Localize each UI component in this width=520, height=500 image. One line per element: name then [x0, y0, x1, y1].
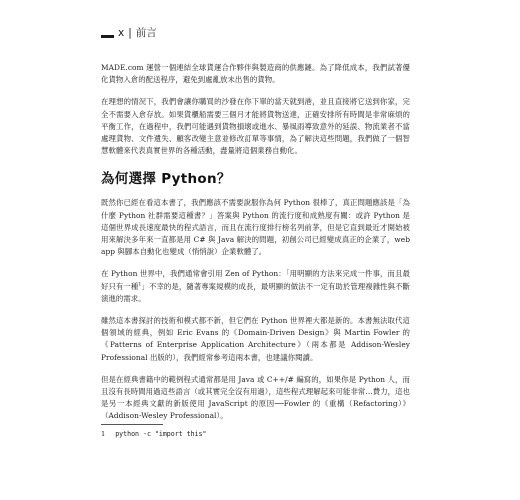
paragraph-4-start: 在 Python 世界中，我們通常會引用 Zen of Python：「用明顯的方法來完成一件事，而且最好只有一種: [101, 269, 410, 291]
footnote-reference[interactable]: 1: [138, 281, 142, 288]
section-heading: 為何選擇 Python？: [101, 171, 231, 188]
chapter-title: 前言: [135, 27, 157, 39]
page-number-roman: x: [118, 26, 125, 39]
paragraph-4: [101, 268, 410, 305]
header-separator: |: [128, 26, 132, 39]
footnote-divider: [101, 424, 163, 425]
header-rule: [101, 35, 114, 38]
paragraph-2: 在理想的情況下，我們會讓你購買的沙發在你下單的當天就到港，並且直接將它送到你家，完全不需要入倉存放。如果貨櫃船需要三個月才能將貨物送達，正確安排所有時間是非常麻煩的平衡工作，在過程中，我們可能遇到貨物損壞或進水、暴風雨導致意外的延誤、物流業者不當處理貨物、文件遺失、顧客改變主意並修改訂單等事情，為了解決這些問題，我們做了一個智慧軟體來代表真實世界的各種活動，盡量將這個業務自動化。: [101, 97, 410, 156]
paragraph-5: 雖然這本書探討的技術和模式都不新，但它們在 Python 世界裡大都是新的。本書無法取代這個領域的經典，例如 Eric Evans 的《Domain-Driven Design》與 Martin Fowler 的《Patterns of Enterprise Application Architecture》（兩本都是 Addison-Wesley Professional 出版的），我們經常參考這兩本書，也建議你閱讀。: [101, 316, 410, 362]
paragraph-6: 但是在經典書籍中的範例程式通常都是用 Java 或 C++/# 編寫的，如果你是 Python 人，而且沒有長時間用過這些語言（或其實完全沒有用過），這些程式理解起來可能非常…費力，這也是另一本經典文獻的新版使用 JavaScript 的原因──Fowler 的《重構（Refactoring）》（Addison-Wesley Professional）。: [101, 374, 410, 421]
paragraph-1: MADE.com 運營一個連結全球貨運合作夥伴與製造商的供應鏈。為了降低成本，我們試著優化貨物入倉的配送程序，避免到處亂放未出售的貨物。: [101, 63, 410, 85]
page-body: [101, 62, 410, 433]
footnote: [101, 430, 207, 438]
footnote-text: python -c "import this": [115, 430, 207, 438]
paragraph-4-end: 」不幸的是，隨著專案規模的成長，最明顯的做法不一定有助於管理複雜性與不斷演進的需求。: [101, 281, 410, 303]
paragraph-3: 既然你已經在看這本書了，我們應該不需要說服你為何 Python 很棒了，真正問題應該是「為什麼 Python 社群需要這種書？」答案與 Python 的流行度和成熟度有關：或許 Python 是這個世界成長速度最快的程式語言，而且在流行度排行榜名列前茅，但是它直到最近才開始被用來解決多年來一直都是用 C# 與 Java 解決的問題，初創公司已經變成真正的企業了，web app 與腳本自動化也變成（悄悄說）企業軟體了。: [101, 198, 410, 257]
footnote-number: 1: [101, 430, 106, 438]
running-header: [101, 25, 157, 40]
